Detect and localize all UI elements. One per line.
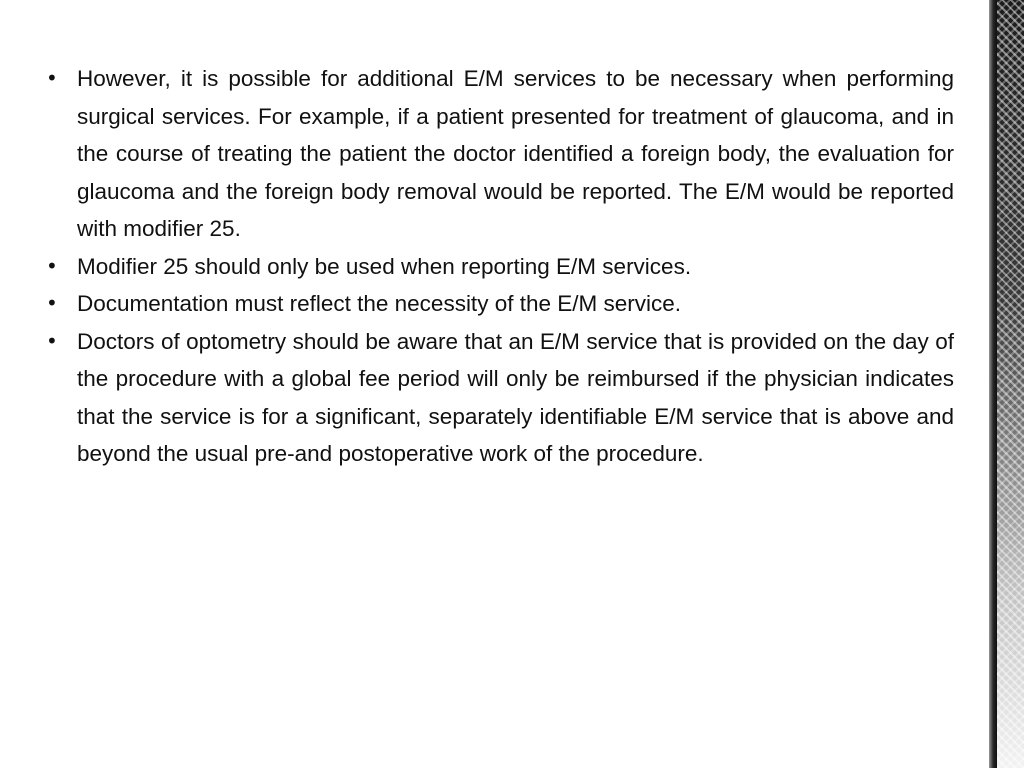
slide-body (46, 60, 954, 473)
bullet-icon: • (46, 328, 58, 353)
bullet-text: Doctors of optometry should be aware that an E/M service that is provided on the day of the procedure with a global fee period will only be reimbursed if the physician indicates that the service is for a significant, separately identifiable E/M service that is above and beyond the usual pre-and postoperative work of the procedure. (77, 328, 954, 466)
bullet-text: However, it is possible for additional E/M services to be necessary when performing surgical services. For example, if a patient presented for treatment of glaucoma, and in the course of treating the patient the doctor identified a foreign body, the evaluation for glaucoma and the foreign body removal would be reported. The E/M would be reported with modifier 25. (77, 66, 954, 241)
bullet-item (46, 60, 954, 248)
decorative-side-line (989, 0, 993, 768)
bullet-item (46, 248, 954, 286)
bullet-item (46, 285, 954, 323)
bullet-icon: • (46, 66, 58, 90)
bullet-item (46, 323, 954, 473)
bullet-icon: • (46, 291, 58, 315)
bullet-text: Modifier 25 should only be used when reporting E/M services. (77, 253, 692, 279)
bullet-icon: • (46, 253, 58, 278)
bullet-text: Documentation must reflect the necessity of the E/M service. (77, 291, 682, 316)
decorative-side-texture (997, 0, 1024, 768)
bullet-list (46, 60, 954, 473)
